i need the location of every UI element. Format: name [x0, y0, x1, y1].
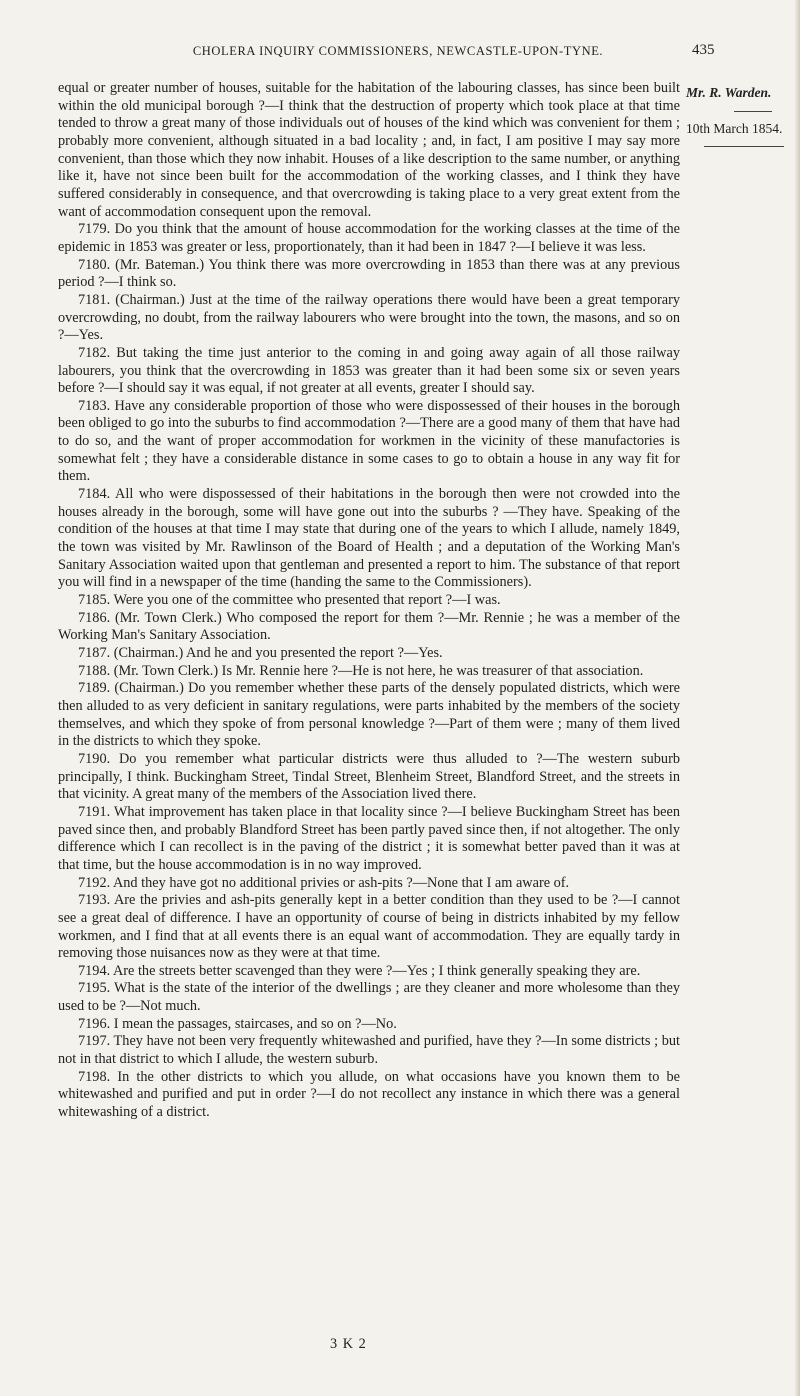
paragraph: 7195. What is the state of the interior of the dwellings ; are they cleaner and more wholesome than they used to be ?—Not much. — [58, 980, 680, 1015]
paragraph: 7192. And they have got no additional privies or ash-pits ?—None that I am aware of. — [78, 874, 570, 891]
testimony-body — [58, 80, 680, 1122]
margin-rule — [734, 111, 772, 112]
paragraph: 7184. All who were dispossessed of their habitations in the borough then were not crowded into the houses already in the borough, some will have gone out into the suburbs ? —They have. Speaking of the condition of the houses at that time I may state that during one of the years to which I allude, namely 1849, the town was visited by Mr. Rawlinson of the Board of Health ; and a deputation of the Working Man's Sanitary Association waited upon that gentleman and presented a report to him. The substance of that report you will find in a newspaper of the time (handing the same to the Commissioners). — [58, 486, 680, 591]
page-edge-shadow — [794, 0, 800, 1396]
witness-name: Mr. R. Warden. — [686, 85, 772, 100]
paragraph: 7182. But taking the time just anterior to the coming in and going away again of all those railway labourers, you think that the overcrowding in 1853 was greater than it had been some six or seven years before ?—I should say it was equal, if not greater at all events, greater I should say. — [58, 344, 680, 397]
paragraph: 7180. (Mr. Bateman.) You think there was more overcrowding in 1853 than there was at any previous period ?—I think so. — [58, 256, 680, 291]
paragraph: 7198. In the other districts to which you allude, on what occasions have you known them to be whitewashed and purified and put in order ?—I do not recollect any instance in which there was a general whitewashing of a district. — [58, 1068, 680, 1121]
paragraph: 7187. (Chairman.) And he and you presented the report ?—Yes. — [78, 645, 443, 661]
paragraph: 7191. What improvement has taken place in that locality since ?—I believe Buckingham Street has been paved since then, and probably Blandford Street has been partly paved since then, if not altogether. The only difference which I can recollect is in the paving of the district ; it is somewhat better paved than it was at that time, but the house accommodation is in no way improved. — [58, 803, 680, 873]
paragraph: equal or greater number of houses, suitable for the habitation of the labouring classes, has since been built within the old municipal borough ?—I think that the destruction of property which took place at that time tended to throw a great many of those individuals out of houses of the kind which was convenient for them ; probably more convenient, although situated in a bad locality ; and, in fact, I am positive I may say more convenient, than those which they now inhabit. Houses of a like description to the same number, or anything like it, have not since been built for the accommodation of the working classes, and I think they have suffered considerably in consequence, and that overcrowding is taking place to a very great extent from the want of accommodation consequent upon the removal. — [58, 80, 680, 220]
page-number: 435 — [692, 42, 715, 58]
signature-mark: 3 K 2 — [330, 1336, 367, 1352]
margin-note — [686, 84, 798, 147]
paragraph: 7193. Are the privies and ash-pits generally kept in a better condition than they used to be ?—I cannot see a great deal of difference. I have an opportunity of course of being in districts inhabited by my fellow workmen, and I find that at all events there is an equal want of accommodation. They are equally tardy in removing those nuisances now as they were at that time. — [58, 892, 680, 962]
paragraph: 7188. (Mr. Town Clerk.) Is Mr. Rennie here ?—He is not here, he was treasurer of that association. — [78, 662, 644, 679]
running-header — [118, 44, 678, 59]
running-title: CHOLERA INQUIRY COMMISSIONERS, NEWCASTLE-UPON-TYNE. — [192, 44, 604, 58]
paragraph: 7179. Do you think that the amount of house accommodation for the working classes at the time of the epidemic in 1853 was greater or less, proportionately, than it had been in 1847 ?—I believe it was less. — [58, 221, 680, 255]
margin-rule — [704, 146, 784, 147]
paragraph: 7181. (Chairman.) Just at the time of the railway operations there would have been a great temporary overcrowding, no doubt, from the railway labourers who were brought into the town, the masons, and so on ?—Yes. — [58, 291, 680, 344]
paragraph: 7190. Do you remember what particular districts were thus alluded to ?—The western suburb principally, I think. Buckingham Street, Tindal Street, Blenheim Street, Blandford Street, and the streets in that vicinity. A great many of the members of the Association lived there. — [58, 750, 680, 803]
paragraph: 7196. I mean the passages, staircases, and so on ?—No. — [78, 1015, 397, 1032]
paragraph: 7183. Have any considerable proportion of those who were dispossessed of their houses in the borough been obliged to go into the suburbs to find accommodation ?—There are a good many of them that have had to do so, and the want of proper accommodation for workmen in the vicinity of these manufactories is somewhat felt ; they have a considerable distance in some cases to go to obtain a house in any way fit for them. — [58, 397, 680, 485]
paragraph: 7185. Were you one of the committee who presented that report ?—I was. — [78, 592, 501, 609]
witness-date: 10th March 1854. — [686, 120, 783, 136]
paragraph: 7189. (Chairman.) Do you remember whether these parts of the densely populated districts, which were then alluded to as very deficient in sanitary regulations, were parts inhabited by the members of the society themselves, and which they spoke of from personal knowledge ?—Part of them were ; many of them lived in the districts to which they spoke. — [58, 680, 680, 750]
paragraph: 7194. Are the streets better scavenged than they were ?—Yes ; I think generally speaking they are. — [78, 962, 641, 979]
paragraph: 7186. (Mr. Town Clerk.) Who composed the report for them ?—Mr. Rennie ; he was a member of the Working Man's Sanitary Association. — [58, 609, 680, 644]
paragraph: 7197. They have not been very frequently whitewashed and purified, have they ?—In some districts ; but not in that district to which I allude, the western suburb. — [58, 1033, 680, 1068]
